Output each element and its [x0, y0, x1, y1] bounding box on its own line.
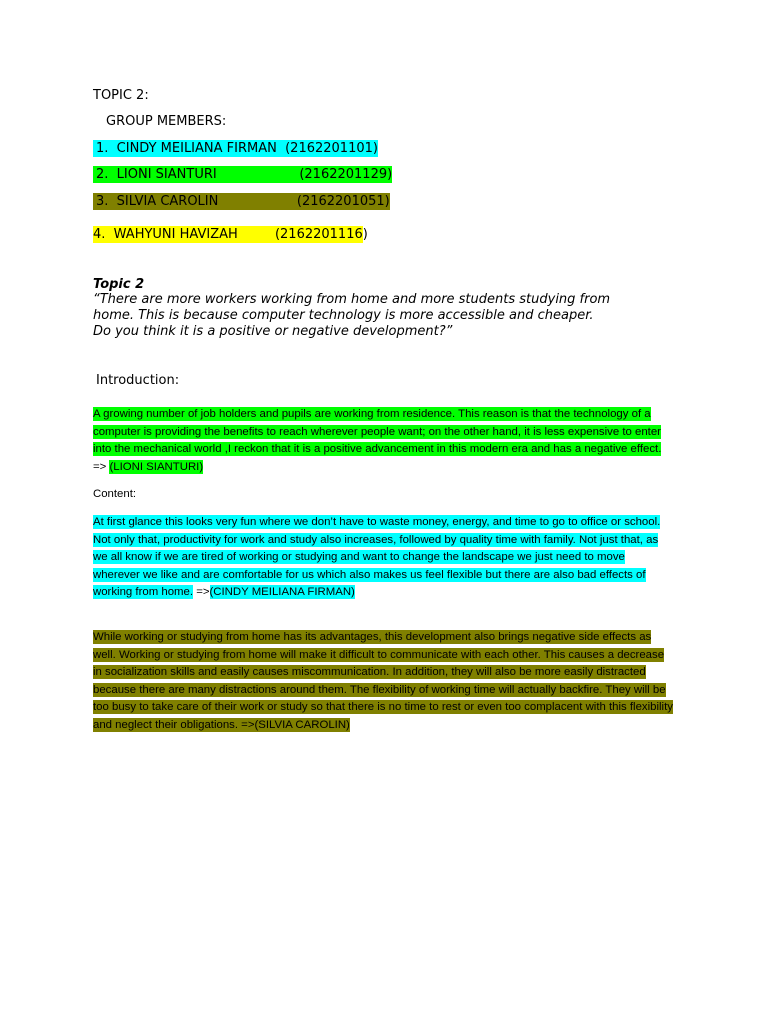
introduction-arrow: =>: [93, 460, 110, 473]
topic-quote-line: home. This is because computer technology is more accessible and cheaper.: [93, 308, 594, 323]
introduction-author: (LIONI SIANTURI): [109, 460, 204, 473]
member-item: [93, 140, 378, 157]
member-item: [93, 193, 390, 210]
introduction-text: A growing number of job holders and pupils are working from residence. This reason is that the technology of a computer is providing the benefits to reach wherever people want; on the other hand, it is less expensive to enter into the mechanical world ,I reckon that it is a positive advancement in this modern era and has a negative effect.: [93, 408, 662, 456]
group-members-label: GROUP MEMBERS:: [106, 114, 227, 129]
content-label: Content:: [93, 488, 137, 500]
member-item: [93, 226, 368, 243]
content-paragraph: [93, 514, 673, 602]
member-name: 1. CINDY MEILIANA FIRMAN (2162201101): [96, 141, 378, 156]
topic-label: TOPIC 2:: [93, 88, 149, 103]
content-paragraph-2: [93, 629, 673, 735]
member-name: 4. WAHYUNI HAVIZAH (2162201116: [93, 227, 363, 242]
member-name: 2. LIONI SIANTURI (2162201129): [96, 167, 393, 182]
topic-heading: Topic 2: [93, 277, 145, 292]
topic-quote-line: “There are more workers working from home and more students studying from: [93, 292, 611, 307]
introduction-paragraph: [93, 406, 673, 476]
topic-quote: [93, 292, 673, 340]
content-author: (CINDY MEILIANA FIRMAN): [209, 586, 355, 599]
content-arrow: =>: [193, 586, 210, 599]
member-id-close: ): [362, 227, 368, 242]
content-text-2: While working or studying from home has its advantages, this development also brings negative side effects as well. Working or studying from home will make it difficult to communicate with each other. This causes a decrease in socialization skills and easily causes miscommunication. In addition, they will also be more easily distracted because there are many distractions around them. The flexibility of working time will actually backfire. They will be too busy to take care of their work or study so that there is no time to rest or even too complacent with this flexibility and neglect their obligations. =>(SILVIA CAROLIN): [93, 631, 673, 731]
member-name: 3. SILVIA CAROLIN (2162201051): [96, 194, 390, 209]
topic-quote-line: Do you think it is a positive or negative development?”: [93, 324, 453, 339]
member-item: [93, 166, 392, 183]
content-text: At first glance this looks very fun where we don’t have to waste money, energy, and time to go to office or school. Not only that, productivity for work and study also increases, followed by quality time with family. Not just that, as we all know if we are tired of working or studying and want to change the landscape we just need to move wherever we like and are comfortable for us which also makes us feel flexible but there are also bad effects of working from home.: [93, 516, 661, 599]
introduction-label: Introduction:: [96, 373, 180, 388]
